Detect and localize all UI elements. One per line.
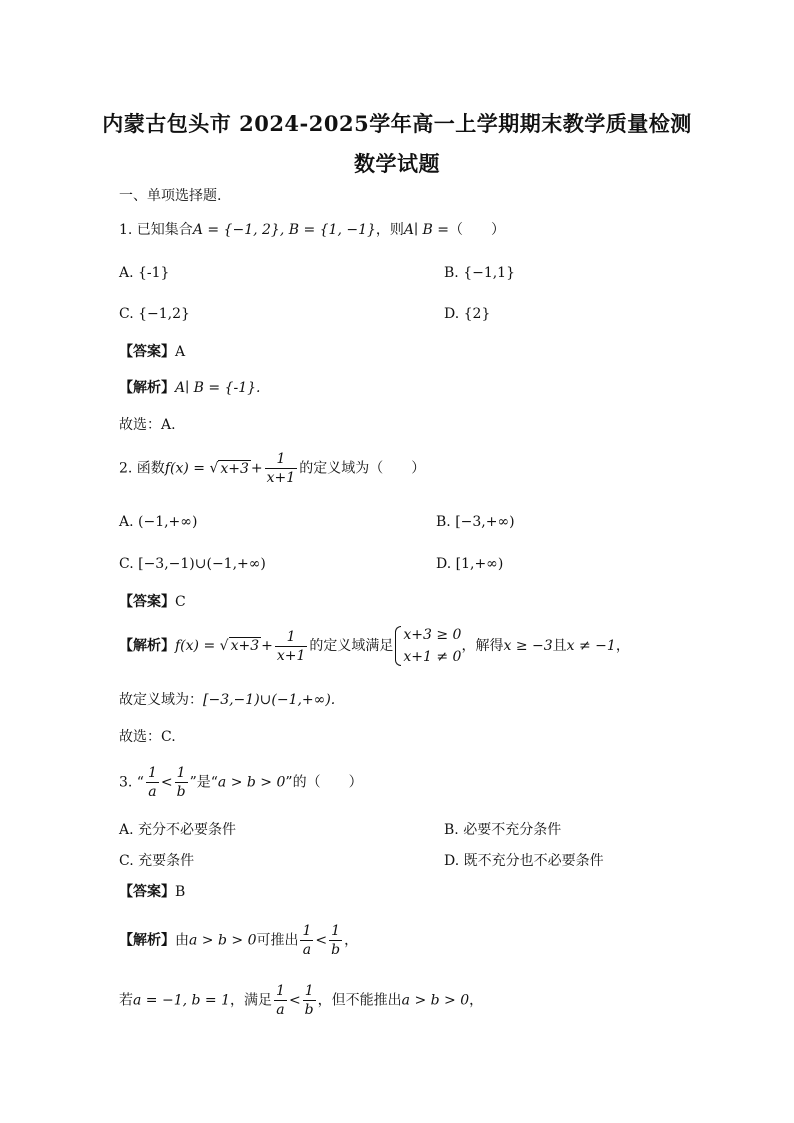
question-2-option-a: A. (−1,+∞) [119, 514, 198, 530]
question-1-stem: 1. 已知集合A = {−1, 2}, B = {1, −1}，则A∣ B =（ ） [119, 222, 506, 238]
document-title: 内蒙古包头市 2024-2025学年高一上学期期末教学质量检测 [102, 111, 692, 136]
question-3-answer: 【答案】B [119, 884, 186, 900]
question-1-option-d: D. {2} [444, 306, 491, 322]
fraction: $\frac{1}{a}$ [276, 983, 285, 1018]
question-2-answer: 【答案】C [119, 594, 186, 610]
question-2-stem: 2. 函数f(x) = √ x+3 + $\frac{1}{x+1}$ 的定义域为（ ） [119, 451, 426, 486]
question-3-option-b: B. 必要不充分条件 [444, 822, 562, 838]
section-heading: 一、单项选择题. [119, 188, 222, 204]
fraction: $\frac{1}{x+1}$ [276, 628, 306, 664]
question-2-domain: 故定义域为：[−3,−1)∪(−1,+∞). [119, 692, 336, 708]
question-3-analysis-1: 【解析】由a > b > 0可推出 $\frac{1}{a}$ < $\frac{1}{b}$ ， [119, 923, 359, 958]
question-1-analysis: 【解析】A∣ B = {-1}. [119, 380, 261, 396]
question-1-option-a: A. {-1} [119, 265, 170, 281]
fraction: $\frac{1}{b}$ [176, 765, 186, 800]
question-2-option-c: C. [−3,−1)∪(−1,+∞) [119, 556, 266, 572]
question-2-analysis: 【解析】f(x) = √ x+3 + $\frac{1}{x+1}$ 的定义域满足 x+3 ≥ 0 x+1 ≠ 0 ，解得x ≥ −3且x ≠ −1， [119, 624, 630, 668]
question-3-option-a: A. 充分不必要条件 [119, 822, 237, 838]
question-3-option-c: C. 充要条件 [119, 853, 195, 869]
case-system: x+3 ≥ 0 x+1 ≠ 0 [393, 624, 461, 668]
fraction: $\frac{1}{a}$ [302, 923, 312, 958]
question-2-option-d: D. [1,+∞) [436, 556, 504, 572]
question-2-option-b: B. [−3,+∞) [436, 514, 515, 530]
question-3-stem: 3. “ $\frac{1}{a}$ < $\frac{1}{b}$ ”是“a > b > 0”的（ ） [119, 765, 363, 800]
fraction: $\frac{1}{b}$ [304, 983, 314, 1018]
question-1-answer: 【答案】A [119, 344, 186, 360]
document-subtitle: 数学试题 [354, 151, 440, 176]
question-1-conclusion: 故选：A. [119, 417, 176, 433]
question-2-conclusion: 故选：C. [119, 729, 176, 745]
fraction: $\frac{1}{x+1}$ [266, 451, 296, 486]
fraction: $\frac{1}{b}$ [331, 923, 341, 958]
question-1-option-c: C. {−1,2} [119, 306, 190, 322]
question-3-option-d: D. 既不充分也不必要条件 [444, 853, 604, 869]
fraction: $\frac{1}{a}$ [147, 765, 157, 800]
question-3-analysis-2: 若a = −1, b = 1，满足 $\frac{1}{a}$ < $\frac{1}{b}$ ，但不能推出a > b > 0， [119, 983, 484, 1018]
question-1-option-b: B. {−1,1} [444, 265, 515, 281]
